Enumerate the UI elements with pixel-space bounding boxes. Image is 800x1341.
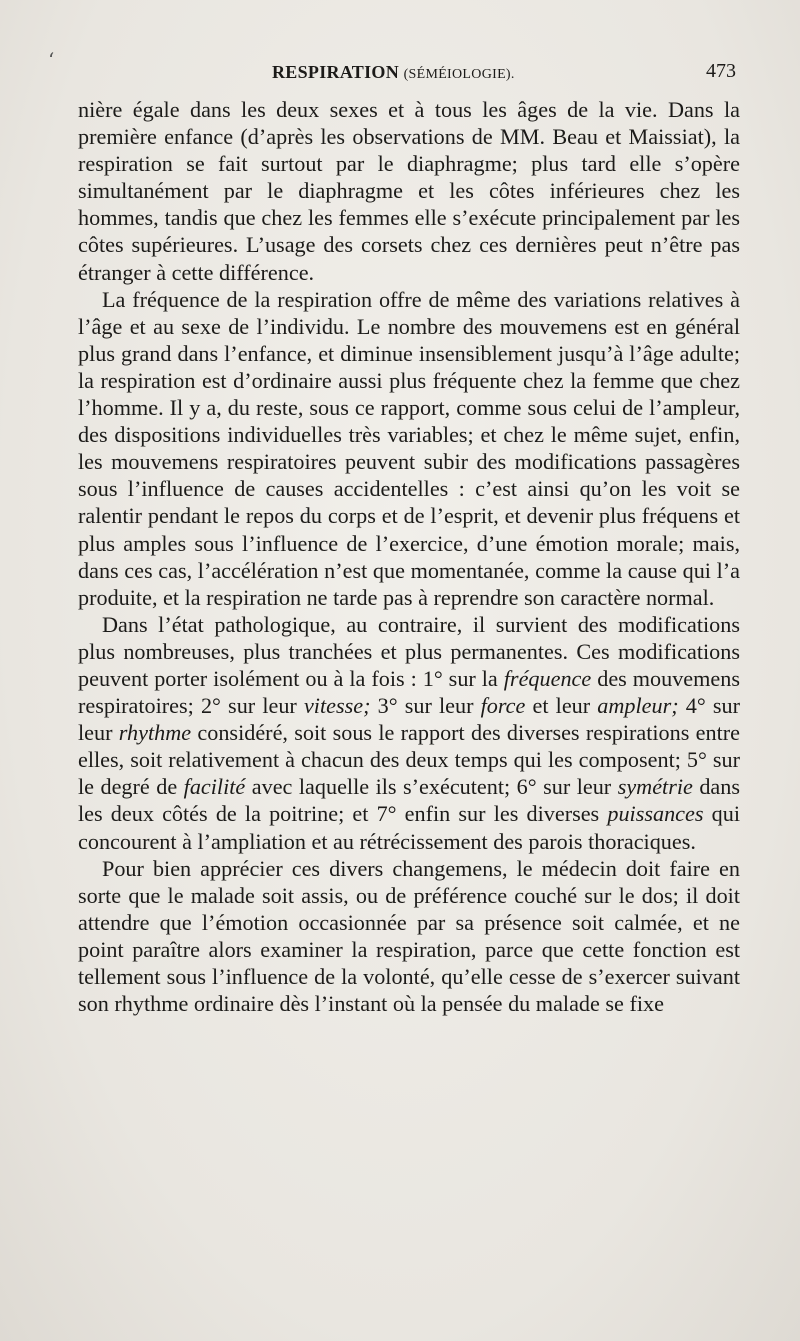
stray-mark: ‘ bbox=[48, 48, 55, 72]
text-run: Dans l’état pathologique, au contraire, il survient des modifications plus nombreuses, plus tranchées et plus permanentes. Ces modifications peuvent porter isolément ou à la fois : 1° sur la bbox=[78, 611, 740, 691]
paragraph bbox=[78, 286, 740, 611]
running-head-title: RESPIRATION bbox=[272, 62, 399, 82]
italic-term: rhythme bbox=[118, 720, 192, 746]
page-number: 473 bbox=[706, 60, 736, 82]
text-run: dans les deux côtés de la poitrine; et 7° enfin sur les diverses bbox=[78, 774, 741, 827]
text-run: Pour bien apprécier ces divers changemens, le médecin doit faire en sorte que le malade soit assis, ou de préférence couché sur le dos; il doit attendre que l’émotion occasionnée par sa présence soit calmée, et ne point paraître alors examiner la respiration, parce que cette fonction est tellement sous l’influence de la volonté, qu’elle cesse de s’exercer suivant son rhythme ordinaire dès l’instant où la pensée du malade se fixe bbox=[78, 855, 740, 1017]
page-header bbox=[76, 62, 740, 86]
paragraph bbox=[78, 611, 740, 855]
italic-term: ampleur; bbox=[597, 693, 679, 719]
running-head bbox=[272, 62, 515, 83]
italic-term: fréquence bbox=[503, 665, 592, 691]
text-run: 4° sur leur bbox=[78, 693, 740, 746]
paragraph bbox=[78, 855, 740, 1018]
running-head-subtitle: (SÉMÉIOLOGIE). bbox=[403, 67, 515, 82]
italic-term: force bbox=[480, 693, 526, 719]
text-run: La fréquence de la respiration offre de même des variations relatives à l’âge et au sexe de l’individu. Le nombre des mouvemens est en général plus grand dans l’enfance, et diminue insensiblement jusqu’à l’âge adulte; la respiration est d’ordinaire aussi plus fréquente chez la femme que chez l’homme. Il y a, du reste, sous ce rapport, comme sous celui de l’ampleur, des dispositions individuelles très variables; et chez le même sujet, enfin, les mouvemens respiratoires peuvent subir des modifications passagères sous l’influence de causes accidentelles : c’est ainsi qu’on les voit se ralentir pendant le repos du corps et de l’esprit, et devenir plus fréquens et plus amples sous l’influence de l’exercice, d’une émotion morale; mais, dans ces cas, l’accélération n’est que momentanée, comme la cause qui l’a produite, et la respiration ne tarde pas à reprendre son caractère normal. bbox=[78, 286, 740, 610]
italic-term: facilité bbox=[183, 774, 246, 800]
text-run: qui concourent à l’ampliation et au rétrécissement des parois thoraciques. bbox=[78, 801, 741, 854]
text-run: avec laquelle ils s’exécutent; 6° sur leur bbox=[245, 774, 618, 800]
text-run: nière égale dans les deux sexes et à tous les âges de la vie. Dans la première enfance (d’après les observations de MM. Beau et Maissiat), la respiration se fait surtout par le diaphragme; plus tard elle s’opère simultanément par le diaphragme et les côtes inférieures chez les hommes, tandis que chez les femmes elle s’exécute principalement par les côtes supérieures. L’usage des corsets chez ces dernières peut n’être pas étranger à cette différence. bbox=[78, 97, 740, 285]
text-run: considéré, soit sous le rapport des diverses respirations entre elles, soit relativement à chacun des deux temps qui les composent; 5° sur le degré de bbox=[78, 720, 741, 800]
italic-term: vitesse; bbox=[303, 693, 371, 719]
text-run: 3° sur leur bbox=[370, 693, 481, 719]
text-run: et leur bbox=[525, 693, 598, 719]
text-run: des mouvemens respiratoires; 2° sur leur bbox=[78, 665, 740, 719]
italic-term: puissances bbox=[607, 801, 704, 827]
italic-term: symétrie bbox=[617, 774, 693, 800]
body-text bbox=[78, 96, 740, 1017]
paragraph bbox=[78, 96, 740, 286]
